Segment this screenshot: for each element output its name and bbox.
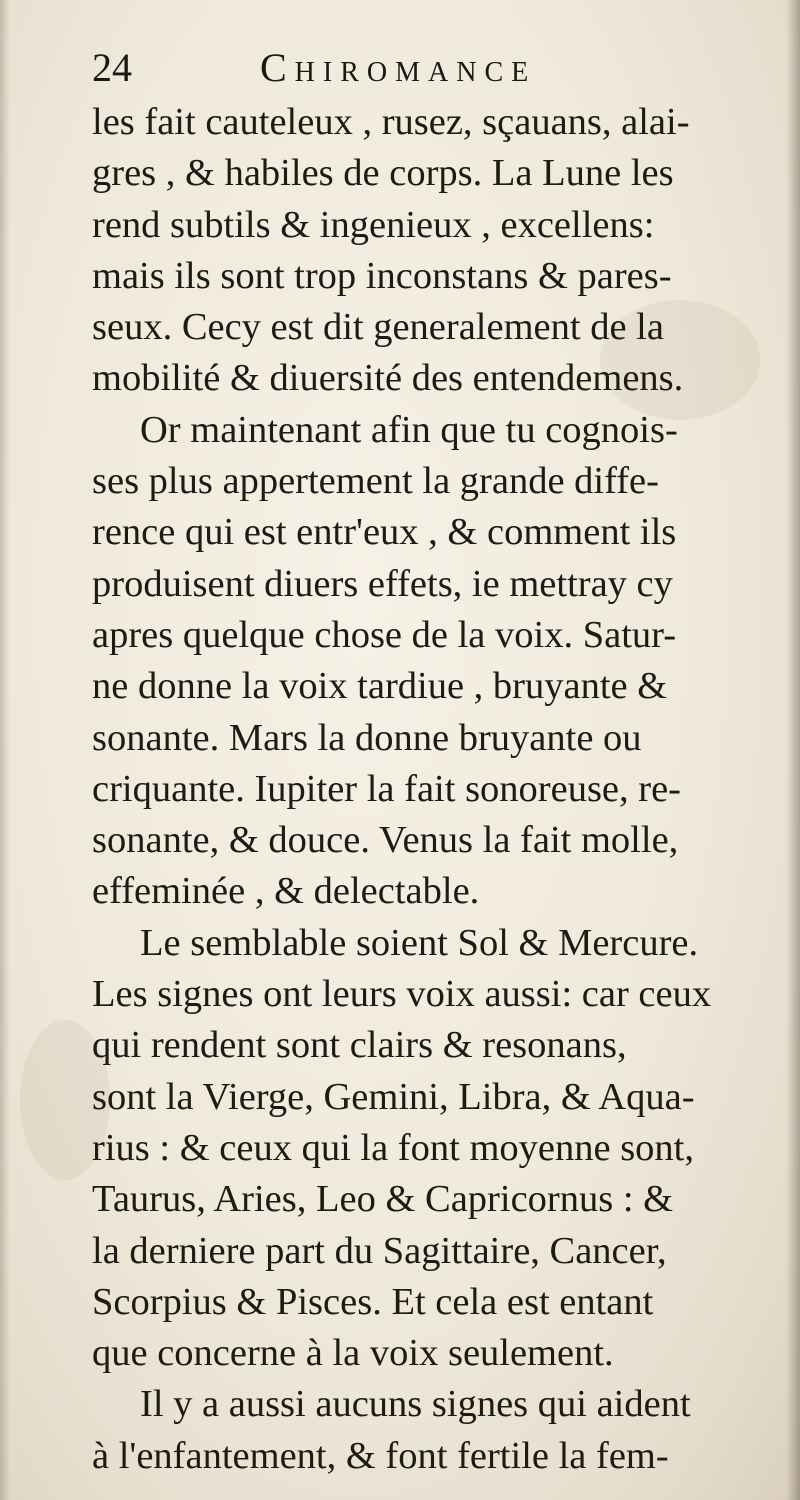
body-text	[92, 97, 762, 1482]
text-line: rence qui est entr'eux , & comment ils	[92, 511, 677, 554]
text-line: Taurus, Aries, Leo & Capricornus : &	[92, 1178, 674, 1221]
paragraph-start-line: Or maintenant afin que tu cognois-	[140, 408, 678, 451]
text-line: criquante. Iupiter la fait sonoreuse, re-	[92, 767, 682, 810]
paragraph-start-line: Il y a aussi aucuns signes qui aident	[140, 1383, 691, 1426]
text-line: effeminée , & delectable.	[92, 870, 480, 913]
page-right-shadow	[786, 0, 800, 1500]
text-line: gres , & habiles de corps. La Lune les	[92, 152, 674, 195]
text-line: Les signes ont leurs voix aussi: car ceux	[92, 973, 712, 1016]
text-line: qui rendent sont clairs & resonans,	[92, 1024, 627, 1067]
text-line: apres quelque chose de la voix. Satur-	[92, 613, 677, 656]
text-line: produisent diuers effets, ie mettray cy	[92, 562, 673, 605]
text-line: la derniere part du Sagittaire, Cancer,	[92, 1229, 667, 1272]
paragraph-start-line: Le semblable soient Sol & Mercure.	[140, 921, 699, 964]
text-line: sonante, & douce. Venus la fait molle,	[92, 819, 679, 862]
text-line: ses plus appertement la grande diffe-	[92, 460, 659, 503]
text-line: mais ils sont trop inconstans & pares-	[92, 254, 672, 297]
text-line: à l'enfantement, & font fertile la fem-	[92, 1434, 669, 1477]
text-line: que concerne à la voix seulement.	[92, 1332, 614, 1375]
page-header	[92, 42, 652, 94]
text-line: ne donne la voix tardiue , bruyante &	[92, 665, 668, 708]
page-number: 24	[92, 45, 132, 90]
text-line: rend subtils & ingenieux , excellens:	[92, 203, 655, 246]
text-line: sonante. Mars la donne bruyante ou	[92, 716, 642, 759]
text-line: sont la Vierge, Gemini, Libra, & Aqua-	[92, 1075, 695, 1118]
text-line: mobilité & diuersité des entendemens.	[92, 357, 684, 400]
text-line: seux. Cecy est dit generalement de la	[92, 306, 664, 349]
page-left-edge	[0, 0, 10, 1500]
running-head: Chiromance	[260, 45, 537, 90]
text-line: Scorpius & Pisces. Et cela est entant	[92, 1280, 654, 1323]
text-line: rius : & ceux qui la font moyenne sont,	[92, 1126, 694, 1169]
text-line: les fait cauteleux , rusez, sçauans, alai-	[92, 101, 690, 143]
